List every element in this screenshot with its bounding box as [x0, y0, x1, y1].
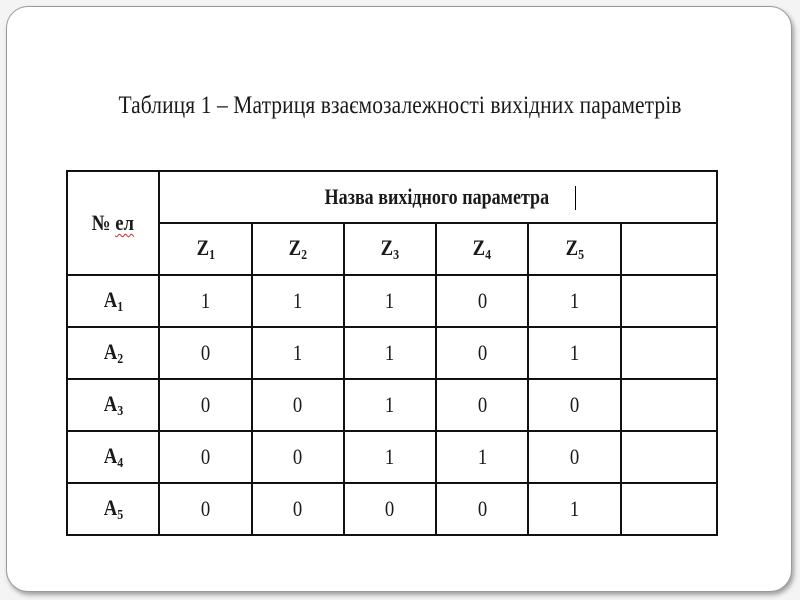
row-header-a2	[67, 327, 159, 379]
column-header-label	[288, 235, 306, 264]
row-letter: A	[103, 390, 117, 416]
column-header-empty	[621, 223, 717, 275]
column-header-label	[473, 235, 491, 264]
matrix-cell	[436, 431, 528, 483]
matrix-cell	[344, 379, 436, 431]
matrix-cell	[159, 327, 251, 379]
cell-value: 0	[569, 444, 580, 469]
row-letter: A	[103, 338, 117, 364]
column-header-label	[565, 235, 583, 264]
matrix-cell	[436, 483, 528, 535]
row-index: 3	[116, 403, 123, 419]
element-number-header	[67, 171, 159, 275]
cell-value: 1	[292, 340, 303, 365]
table-caption: Таблиця 1 – Матриця взаємозалежності вихідних параметрів	[118, 92, 682, 119]
row-label	[103, 287, 122, 316]
matrix-cell	[528, 275, 620, 327]
cell-value: 0	[477, 496, 487, 521]
cell-value: 0	[200, 444, 211, 469]
column-header-label	[196, 235, 214, 264]
column-header-z1	[159, 223, 251, 275]
column-header-z5	[528, 223, 620, 275]
column-header-row	[67, 223, 717, 275]
cell-value: 0	[292, 444, 303, 469]
row-header-a1	[67, 275, 159, 327]
cell-value: 1	[569, 496, 580, 521]
cell-value: 0	[292, 496, 303, 521]
column-header-z3	[344, 223, 436, 275]
matrix-cell	[528, 327, 620, 379]
cell-value: 0	[477, 288, 487, 313]
cell-value: 1	[385, 444, 395, 469]
matrix-cell	[159, 275, 251, 327]
table-row	[67, 483, 717, 535]
text-cursor	[575, 186, 576, 210]
header-row-group	[67, 171, 717, 223]
cell-value: 0	[292, 392, 303, 417]
matrix-cell	[528, 379, 620, 431]
cell-value: 1	[385, 288, 395, 313]
interdependence-matrix-table	[66, 170, 718, 536]
matrix-cell	[436, 275, 528, 327]
element-number-prefix: №	[91, 210, 116, 235]
cell-value: 0	[569, 392, 580, 417]
output-parameter-label: Назва вихідного параметра	[324, 183, 550, 209]
matrix-cell	[159, 379, 251, 431]
row-index: 2	[116, 351, 123, 367]
column-letter: Z	[196, 234, 209, 260]
column-letter: Z	[472, 234, 486, 260]
matrix-cell	[252, 483, 344, 535]
cell-value: 0	[200, 340, 211, 365]
column-header-z2	[252, 223, 344, 275]
table-row	[67, 431, 717, 483]
matrix-cell	[344, 431, 436, 483]
row-letter: A	[103, 494, 117, 520]
column-index: 5	[577, 247, 584, 263]
row-label	[103, 391, 122, 420]
row-label	[103, 495, 122, 524]
row-index: 1	[116, 299, 123, 315]
matrix-cell	[252, 275, 344, 327]
table-row	[67, 379, 717, 431]
column-header-z4	[436, 223, 528, 275]
column-index: 2	[300, 247, 307, 263]
row-header-a4	[67, 431, 159, 483]
matrix-cell	[159, 483, 251, 535]
row-header-a3	[67, 379, 159, 431]
row-index: 5	[116, 507, 123, 523]
matrix-cell	[528, 483, 620, 535]
cell-value: 1	[200, 288, 211, 313]
column-header-label	[381, 235, 399, 264]
matrix-cell	[621, 483, 717, 535]
cell-value: 1	[569, 340, 580, 365]
matrix-cell	[344, 275, 436, 327]
cell-value: 0	[477, 340, 487, 365]
column-letter: Z	[565, 234, 578, 260]
output-parameter-group-header	[159, 171, 717, 223]
matrix-cell	[252, 431, 344, 483]
cell-value: 0	[477, 392, 487, 417]
column-letter: Z	[288, 234, 301, 260]
cell-value: 1	[477, 444, 487, 469]
matrix-cell	[436, 379, 528, 431]
cell-value: 0	[200, 392, 211, 417]
element-number-word: ел	[115, 210, 135, 235]
matrix-cell	[528, 431, 620, 483]
matrix-cell	[344, 483, 436, 535]
cell-value: 1	[292, 288, 303, 313]
column-letter: Z	[380, 234, 394, 260]
matrix-cell	[344, 327, 436, 379]
matrix-cell	[621, 275, 717, 327]
table-row	[67, 327, 717, 379]
cell-value: 1	[569, 288, 580, 313]
row-index: 4	[116, 455, 123, 471]
matrix-cell	[621, 327, 717, 379]
cell-value: 1	[385, 340, 395, 365]
matrix-cell	[436, 327, 528, 379]
matrix-cell	[252, 379, 344, 431]
table-row	[67, 275, 717, 327]
column-index: 1	[208, 247, 215, 263]
column-index: 3	[393, 247, 400, 263]
row-header-a5	[67, 483, 159, 535]
matrix-cell	[621, 379, 717, 431]
cell-value: 1	[385, 392, 395, 417]
matrix-cell	[621, 431, 717, 483]
row-letter: A	[103, 286, 117, 312]
row-letter: A	[103, 442, 117, 468]
cell-value: 0	[200, 496, 211, 521]
row-label	[103, 339, 122, 368]
row-label	[103, 443, 122, 472]
column-index: 4	[485, 247, 492, 263]
matrix-cell	[159, 431, 251, 483]
matrix-cell	[252, 327, 344, 379]
cell-value: 0	[385, 496, 395, 521]
